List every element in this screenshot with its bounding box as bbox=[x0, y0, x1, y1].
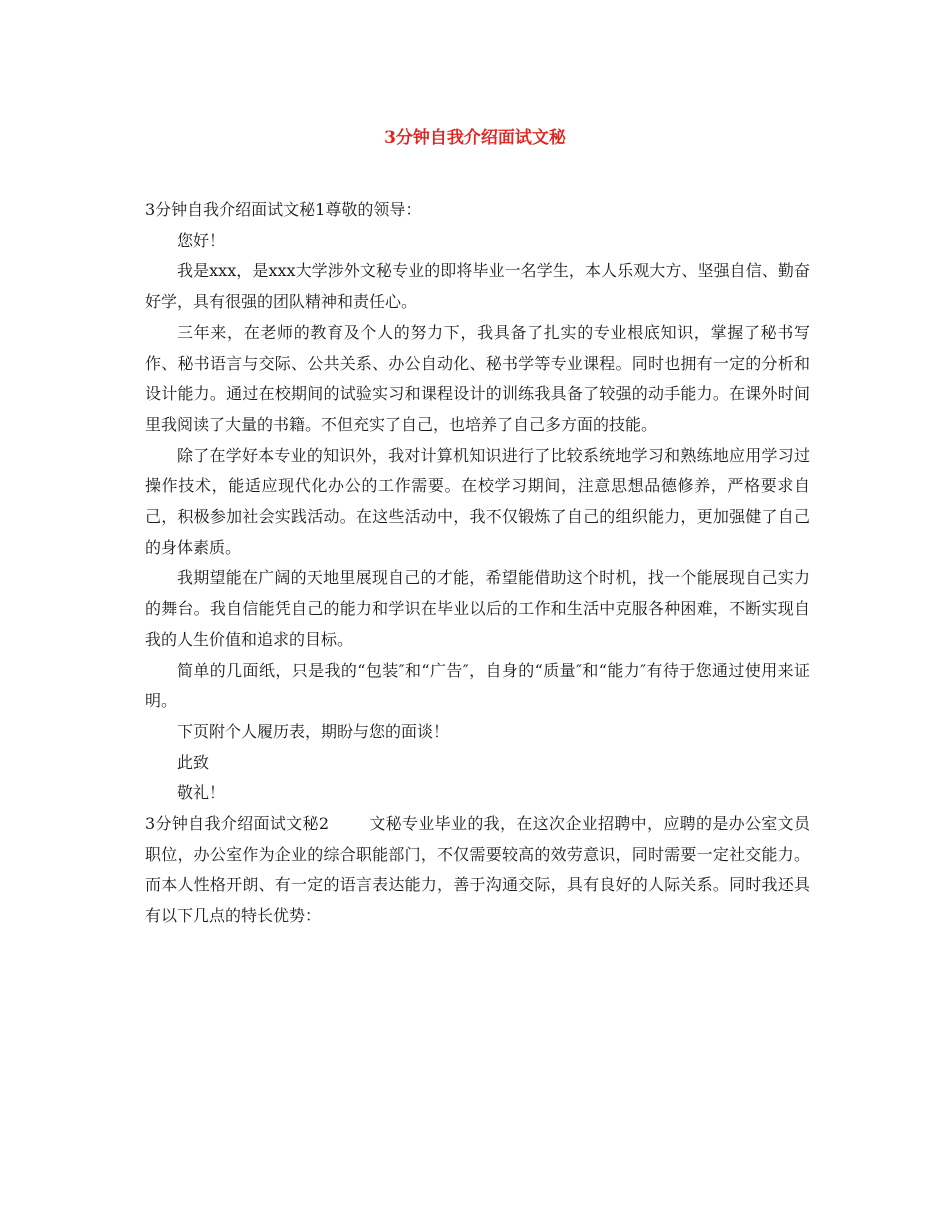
paragraph-skills: 除了在学好本专业的知识外，我对计算机知识进行了比较系统地学习和熟练地应用学习过操作技术，能适应现代化办公的工作需要。在校学习期间，注意思想品德修养，严格要求自己，积极参加社会实践活动。在这些活动中，我不仅锻炼了自己的组织能力，更加强健了自己的身体素质。 bbox=[145, 445, 810, 557]
section-2-text: 文秘专业毕业的我，在这次企业招聘中，应聘的是办公室文员职位，办公室作为企业的综合职能部门，不仅需要较高的效劳意识，同时需要一定社交能力。而本人性格开朗、有一定的语言表达能力，善于沟通交际，具有良好的人际关系。同时我还具有以下几点的特长优势： bbox=[145, 814, 810, 926]
paragraph-education: 三年来，在老师的教育及个人的努力下，我具备了扎实的专业根底知识，掌握了秘书写作、秘书语言与交际、公共关系、办公自动化、秘书学等专业课程。同时也拥有一定的分析和设计能力。通过在校期间的试验实习和课程设计的训练我具备了较强的动手能力。在课外时间里我阅读了大量的书籍。不但充实了自己，也培养了自己多方面的技能。 bbox=[145, 322, 810, 434]
paragraph-closing: 此致 bbox=[177, 752, 210, 772]
paragraph-section-2 bbox=[145, 809, 810, 932]
paragraph-regards: 敬礼！ bbox=[177, 783, 226, 803]
paragraph-aspiration: 我期望能在广阔的天地里展现自己的才能，希望能借助这个时机，找一个能展现自己实力的舞台。我自信能凭自己的能力和学识在毕业以后的工作和生活中克服各种困难，不断实现自我的人生价值和追求的目标。 bbox=[145, 568, 810, 649]
paragraph-greeting: 您好！ bbox=[177, 230, 226, 250]
paragraph-salutation: 3分钟自我介绍面试文秘1尊敬的领导： bbox=[145, 200, 422, 219]
paragraph-resume-note: 下页附个人履历表，期盼与您的面谈！ bbox=[177, 721, 450, 741]
document-title: 3分钟自我介绍面试文秘 bbox=[384, 128, 566, 148]
document-body bbox=[145, 195, 810, 932]
paragraph-packaging: 简单的几面纸，只是我的“包装″和“广告″，自身的“质量″和“能力″有待于您通过使用来证明。 bbox=[145, 660, 810, 711]
section-2-heading: 3分钟自我介绍面试文秘2 bbox=[145, 814, 330, 834]
paragraph-intro: 我是xxx，是xxx大学涉外文秘专业的即将毕业一名学生，本人乐观大方、坚强自信、勤奋好学，具有很强的团队精神和责任心。 bbox=[145, 261, 810, 312]
